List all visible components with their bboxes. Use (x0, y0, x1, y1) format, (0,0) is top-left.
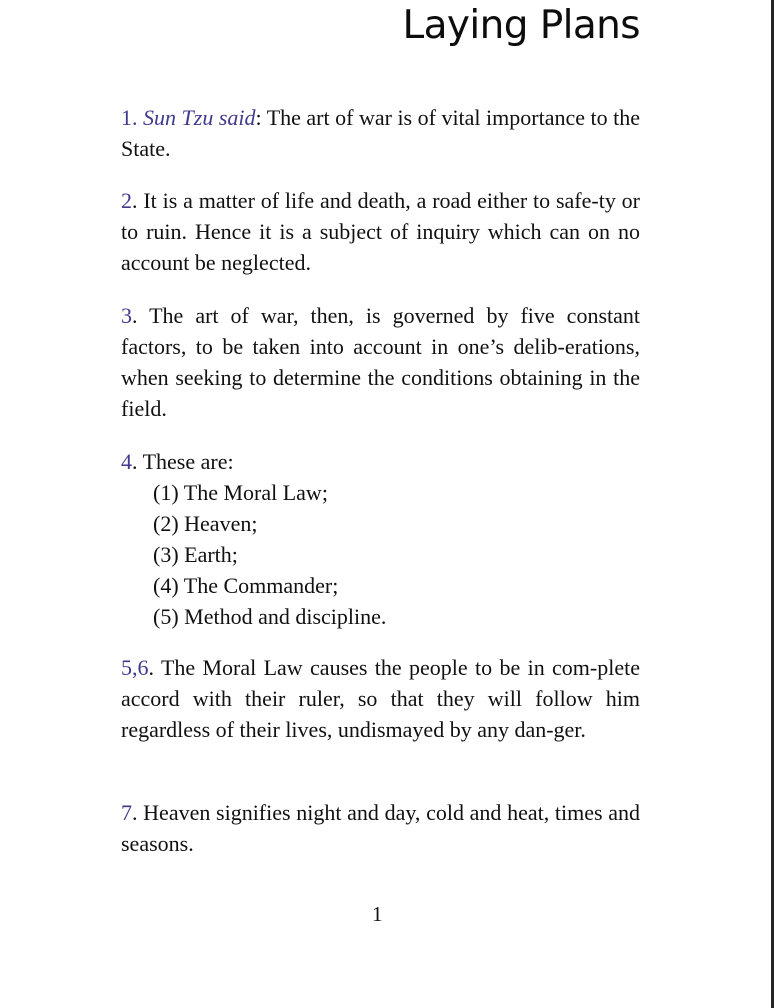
chapter-title: Laying Plans (402, 3, 640, 48)
paragraph-2 (121, 185, 640, 278)
speaker-citation: Sun Tzu said (143, 105, 256, 130)
list-item: (3) Earth; (153, 542, 238, 567)
paragraph-number: 2 (121, 188, 132, 213)
paragraph-text: . The Moral Law causes the people to be in com-plete accord with their ruler, so that they will follow him regardless of their lives, undismayed by any dan-ger. (121, 655, 640, 742)
paragraph-text: . The art of war, then, is governed by five constant factors, to be taken into account in one’s delib-erations, when seeking to determine the conditions obtaining in the field. (121, 303, 640, 421)
paragraph-text: . It is a matter of life and death, a road either to safe-ty or to ruin. Hence it is a subject of inquiry which can on no account be neglected. (121, 188, 640, 275)
paragraph-number: 1 (121, 105, 132, 130)
page-number: 1 (372, 902, 383, 926)
list-item: (2) Heaven; (153, 511, 258, 536)
paragraph-number: 3 (121, 303, 132, 328)
paragraph-1: 1. Sun Tzu said: The art of war is of vital importance to the State. (121, 105, 640, 161)
paragraph-number: 7 (121, 800, 132, 825)
list-item: (1) The Moral Law; (153, 480, 328, 505)
paragraph-4 (121, 446, 640, 632)
paragraph-text: . Heaven signifies night and day, cold and heat, times and seasons. (121, 800, 640, 856)
paragraph-number: 4 (121, 449, 132, 474)
list-item: (4) The Commander; (153, 573, 339, 598)
paragraph-text: . These are: (132, 449, 234, 474)
paragraph-3 (121, 300, 640, 424)
paragraph-text: : The art of war is of vital importance to the State. (121, 105, 640, 161)
paragraph-5-6 (121, 652, 640, 745)
paragraph-7 (121, 797, 640, 859)
paragraph-number: 5,6 (121, 655, 149, 680)
list-item: (5) Method and discipline. (153, 604, 387, 629)
